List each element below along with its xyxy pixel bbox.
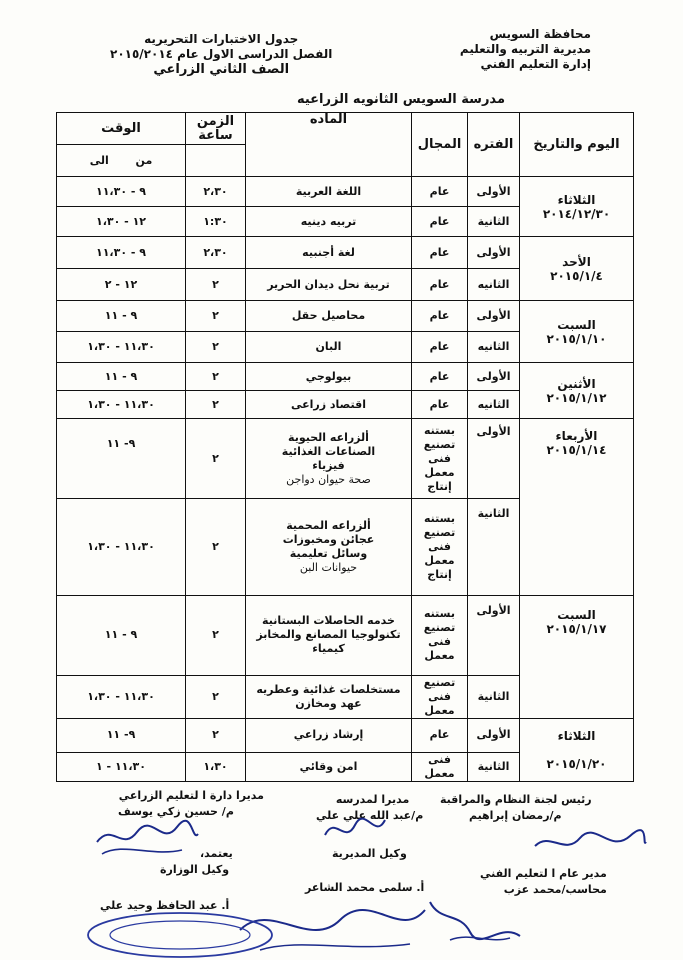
signatory-salma: أ. سلمى محمد الشاعر — [305, 881, 425, 894]
field-cell: تصنيع فنى معمل — [412, 675, 468, 718]
subject-cell: اللغة العربية — [246, 177, 412, 207]
time-cell: ٩ - ١١ — [57, 363, 186, 391]
field-cell: عام — [412, 237, 468, 269]
header-subject: الماده — [246, 113, 412, 177]
period-cell: الثانية — [468, 207, 520, 237]
duration-cell: ٢ — [186, 499, 246, 595]
stamp-icon — [80, 905, 280, 960]
header-day: اليوم والتاريخ — [520, 113, 634, 177]
ministry-deputy: وكيل الوزارة — [160, 863, 230, 876]
day-cell: الأثنين ٢٠١٥/١/١٢ — [520, 363, 634, 419]
period-cell: الأولى — [468, 301, 520, 332]
governorate: محافظة السويس — [489, 27, 591, 41]
field-cell: عام — [412, 391, 468, 419]
administration: إدارة التعليم الفني — [480, 57, 591, 71]
period-cell: الثانيه — [468, 391, 520, 419]
duration-cell: ٢ — [186, 363, 246, 391]
signature-middle-icon — [320, 810, 390, 850]
time-cell: ١١،٣٠ - ١،٣٠ — [57, 675, 186, 718]
subject-cell: اقتصاد زراعى — [246, 391, 412, 419]
table-row — [57, 301, 634, 332]
period-cell: الثانيه — [468, 269, 520, 301]
period-cell: الأولى — [468, 363, 520, 391]
footer-left: مديرا دارة ا لتعليم الزراعي م/ حسين زكي يوسف — [118, 789, 264, 818]
time-cell: ٩ - ١١ — [57, 301, 186, 332]
field-cell: عام — [412, 207, 468, 237]
header-time: الوقت — [57, 113, 186, 145]
header-from-to: من الى — [57, 145, 186, 177]
duration-cell: ٢ — [186, 595, 246, 675]
subject-cell: لغة أجنبيه — [246, 237, 412, 269]
subject-cell: محاصيل حقل — [246, 301, 412, 332]
field-cell: بستنه تصنيع فنى معمل إنتاج — [412, 499, 468, 595]
period-cell: الأولى — [468, 718, 520, 752]
table-row — [57, 595, 634, 675]
doc-title: جدول الاختبارات التحريريه — [144, 32, 299, 46]
subject-cell: مستخلصات غذائية وعطريه عهد ومخازن — [246, 675, 412, 718]
header-duration-sub — [186, 145, 246, 177]
field-cell: بستنه تصنيع فنى معمل — [412, 595, 468, 675]
duration-cell: ٢ — [186, 269, 246, 301]
period-cell: الأولى — [468, 177, 520, 207]
period-cell: الأولى — [468, 237, 520, 269]
field-cell: عام — [412, 301, 468, 332]
header-right — [460, 27, 591, 72]
general-manager: مدير عام ا لتعليم الفني محاسب/محمد عزب — [480, 867, 607, 896]
header-left — [110, 32, 332, 77]
signature-gm-icon — [420, 892, 530, 948]
field-cell: عام — [412, 363, 468, 391]
table-row — [57, 419, 634, 499]
field-cell: عام — [412, 332, 468, 363]
table-row — [57, 177, 634, 207]
time-cell: ٩ - ١١ — [57, 595, 186, 675]
subject-cell: تربية نحل ديدان الحرير — [246, 269, 412, 301]
time-cell: ٩- ١١ — [57, 419, 186, 499]
time-cell: ٩ - ١١،٣٠ — [57, 237, 186, 269]
school-name: مدرسة السويس الثانويه الزراعيه — [296, 92, 505, 107]
period-cell: الثانية — [468, 499, 520, 595]
subject-cell: تربيه دينيه — [246, 207, 412, 237]
subject-cell: البان — [246, 332, 412, 363]
signatory-abdelhafez: أ. عبد الحافظ وحيد علي — [100, 899, 230, 912]
field-cell: عام — [412, 177, 468, 207]
duration-cell: ٢ — [186, 675, 246, 718]
subject-cell: بيولوجي — [246, 363, 412, 391]
day-cell: الأربعاء ٢٠١٥/١/١٤ — [520, 419, 634, 595]
time-cell: ٩ - ١١،٣٠ — [57, 177, 186, 207]
period-cell: الثانية — [468, 752, 520, 781]
subject-cell: خدمه الحاصلات البستانية تكنولوجيا المصانع والمخابز كيمياء — [246, 595, 412, 675]
field-cell: فنى معمل — [412, 752, 468, 781]
footer-right: رئيس لجنة النظام والمراقبة م/رمضان إبراهيم — [440, 793, 592, 822]
duration-cell: ٢،٣٠ — [186, 237, 246, 269]
day-cell: الثلاثاء ٢٠١٥/١/٢٠ — [520, 718, 634, 781]
duration-cell: ٢،٣٠ — [186, 177, 246, 207]
signature-left-icon — [92, 812, 202, 862]
period-cell: الأولى — [468, 595, 520, 675]
day-cell: السبت ٢٠١٥/١/١٠ — [520, 301, 634, 363]
subject-cell: إرشاد زراعي — [246, 718, 412, 752]
header-field: المجال — [412, 113, 468, 177]
table-row — [57, 718, 634, 752]
semester: الفصل الدراسى الاول عام ٢٠١٥/٢٠١٤ — [110, 47, 333, 61]
header-duration: الزمن ساعة — [186, 113, 246, 145]
time-cell: ١١،٣٠ - ١،٣٠ — [57, 499, 186, 595]
duration-cell: ١،٣٠ — [186, 752, 246, 781]
field-cell: عام — [412, 718, 468, 752]
directorate: مديرية التربيه والتعليم — [459, 42, 591, 56]
day-cell: الثلاثاء ٢٠١٤/١٢/٣٠ — [520, 177, 634, 237]
duration-cell: ٢ — [186, 419, 246, 499]
table-row — [57, 363, 634, 391]
day-cell: الأحد ٢٠١٥/١/٤ — [520, 237, 634, 301]
time-cell: ١١،٣٠ - ١،٣٠ — [57, 332, 186, 363]
field-cell: عام — [412, 269, 468, 301]
duration-cell: ١:٣٠ — [186, 207, 246, 237]
duration-cell: ٢ — [186, 332, 246, 363]
subject-cell: ألزراعه المحمية عجائن ومخبوزات وسائل تعليمية حيوانات البن — [246, 499, 412, 595]
subject-cell: ألزراعه الحيوية الصناعات الغذائية فيزياء صحة حيوان دواجن — [246, 419, 412, 499]
footer-middle: مديرا لمدرسه م/عبد الله علي علي — [316, 793, 424, 822]
time-cell: ١٢ - ١،٣٠ — [57, 207, 186, 237]
duration-cell: ٢ — [186, 718, 246, 752]
period-cell: الثانيه — [468, 332, 520, 363]
time-cell: ١١،٣٠ - ١ — [57, 752, 186, 781]
header-period: الفتره — [468, 113, 520, 177]
time-cell: ١٢ - ٢ — [57, 269, 186, 301]
duration-cell: ٢ — [186, 391, 246, 419]
time-cell: ١١،٣٠ - ١،٣٠ — [57, 391, 186, 419]
period-cell: الأولى — [468, 419, 520, 499]
approval-label: يعتمد، — [200, 847, 233, 860]
day-cell: السبت ٢٠١٥/١/١٧ — [520, 595, 634, 718]
period-cell: الثانية — [468, 675, 520, 718]
duration-cell: ٢ — [186, 301, 246, 332]
signature-right-icon — [530, 826, 650, 866]
exam-table — [56, 112, 633, 782]
field-cell: بستنه تصنيع فنى معمل إنتاج — [412, 419, 468, 499]
time-cell: ٩- ١١ — [57, 718, 186, 752]
directorate-deputy: وكيل المديرية — [332, 847, 407, 860]
table-row — [57, 237, 634, 269]
subject-cell: امن وقائي — [246, 752, 412, 781]
grade: الصف الثاني الزراعي — [153, 62, 290, 77]
